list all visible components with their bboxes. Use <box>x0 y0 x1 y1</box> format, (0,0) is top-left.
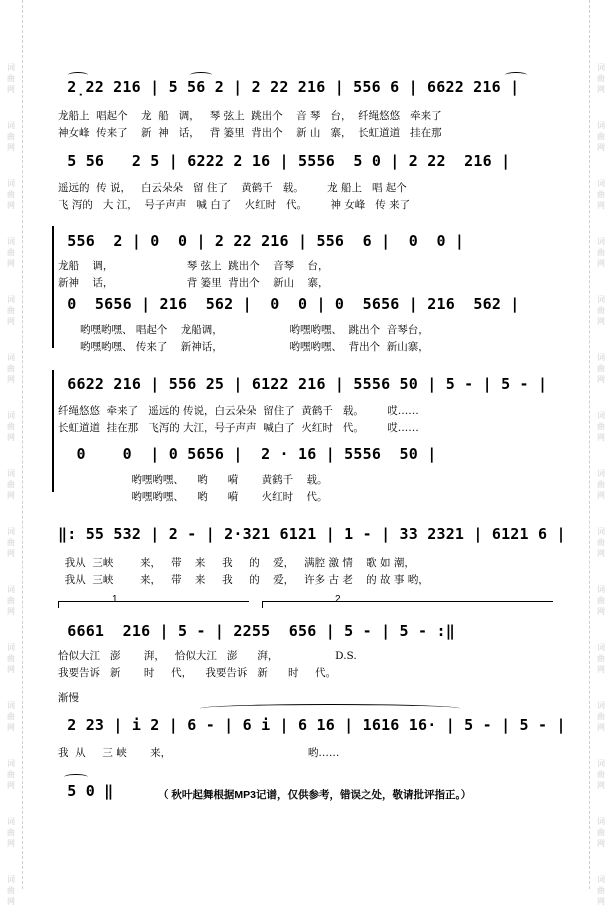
watermark-glyph-group: 词 曲 网 <box>7 759 15 790</box>
lyrics-system-6-verse-2: 哟嘿哟嘿、 哟 嗬 火红时 代。 <box>58 491 328 503</box>
lyrics-system-5-verse-2: 长虹道道 挂在那 飞泻的 大江，号子声声 喊白了 火红时 代。 哎…… <box>58 422 419 434</box>
lyrics-system-7-verse-1: 我从 三峡 来， 带 来 我 的 爱， 满腔 激 情 歌 如 潮， <box>58 557 415 569</box>
watermark-glyph-group: 词 曲 网 <box>7 237 15 268</box>
lyrics-system-3-verse-1: 龙船 调， 琴 弦上 跳出个 音琴 台， <box>58 260 329 272</box>
watermark-glyph-group: 词 曲 网 <box>597 353 605 384</box>
lyrics-system-4-verse-1: 哟嘿哟嘿、 唱起个 龙船调， 哟嘿哟嘿、 跳出个 音琴台， <box>80 324 429 336</box>
staff-system-5: 6622 216 | 556 25 | 6122 216 | 5556 50 | 5 - | 5 - | <box>58 375 548 393</box>
lyrics-system-4-verse-2: 哟嘿哟嘿、 传来了 新神话， 哟嘿哟嘿、 背出个 新山寨， <box>80 341 429 353</box>
lyrics-system-1-verse-2: 神女峰 传来了 新 神 话， 背 篓里 背出个 新 山 寨， 长虹道道 挂在那 <box>58 127 442 139</box>
volta-2-label: 2 <box>335 594 341 605</box>
watermark-glyph-group: 词 曲 网 <box>597 701 605 732</box>
watermark-glyph-group: 词 曲 网 <box>7 353 15 384</box>
watermark-glyph-group: 词 曲 网 <box>7 817 15 848</box>
staff-system-9: 2 23 | i 2 | 6 - | 6 i | 6 16 | 1616 16· | 5 - | 5 - | <box>58 716 566 734</box>
staff-system-7: ‖: 55 532 | 2 - | 2·321 6121 | 1 - | 33 2321 | 6121 6 | <box>58 525 566 543</box>
watermark-glyph-group: 词 曲 网 <box>7 875 15 906</box>
watermark-glyph-group: 词 曲 网 <box>597 817 605 848</box>
staff-system-4: 0 5656 | 216 562 | 0 0 | 0 5656 | 216 562 | <box>58 295 520 313</box>
staff-system-8: 6661 216 | 5 - | 2255 656 | 5 - | 5 - :‖ <box>58 622 455 640</box>
lyrics-system-8-verse-1: 恰似大江 澎 湃， 恰似大江 澎 湃， D.S. <box>58 650 357 662</box>
volta-bracket-1 <box>58 601 249 608</box>
lyrics-system-3-verse-2: 新神 话， 背 篓里 背出个 新山 寨， <box>58 277 329 289</box>
system-brace-5-6 <box>52 370 54 492</box>
lyrics-system-2-verse-1: 遥远的 传 说， 白云朵朵 留 住了 黄鹤千 载。 龙 船上 唱 起个 <box>58 182 407 194</box>
watermark-glyph-group: 词 曲 网 <box>597 121 605 152</box>
watermark-glyph-group: 词 曲 网 <box>7 527 15 558</box>
tie-arc-final <box>64 774 88 780</box>
volta-1-label: 1 <box>112 594 118 605</box>
lyrics-system-9: 我 从 三 峡 来， 哟…… <box>58 747 340 759</box>
volta-bracket-2 <box>262 601 553 608</box>
lyrics-system-7-verse-2: 我从 三峡 来， 带 来 我 的 爱， 许多 古 老 的 故 事 哟， <box>58 574 429 586</box>
right-margin-border <box>589 0 590 889</box>
watermark-glyph-group: 词 曲 网 <box>597 237 605 268</box>
watermark-glyph-group: 词 曲 网 <box>597 295 605 326</box>
tempo-marking-ritardando: 渐慢 <box>58 692 79 704</box>
lyrics-system-5-verse-1: 纤绳悠悠 牵来了 遥远的 传说，白云朵朵 留住了 黄鹤千 载。 哎…… <box>58 405 419 417</box>
watermark-glyph-group: 词 曲 网 <box>7 295 15 326</box>
staff-system-10: 5 0 ‖ <box>58 782 114 800</box>
transcription-note: （ 秋叶起舞根据MP3记谱，仅供参考，错误之处，敬请批评指正。） <box>158 789 472 801</box>
watermark-glyph-group: 词 曲 网 <box>597 875 605 906</box>
watermark-glyph-group: 词 曲 网 <box>7 63 15 94</box>
watermark-glyph-group: 词 曲 网 <box>597 527 605 558</box>
staff-system-2: 5 56 2 5 | 6222 2 16 | 5556 5 0 | 2 22 216 | <box>58 152 511 170</box>
left-margin-border <box>22 0 23 889</box>
watermark-glyph-group: 词 曲 网 <box>597 469 605 500</box>
lyrics-system-6-verse-1: 哟嘿哟嘿、 哟 嗬 黄鹤千 载。 <box>58 474 328 486</box>
watermark-glyph-group: 词 曲 网 <box>7 701 15 732</box>
watermark-glyph-group: 词 曲 网 <box>597 585 605 616</box>
tie-arc-long <box>200 704 460 713</box>
watermark-glyph-group: 词 曲 网 <box>597 179 605 210</box>
watermark-glyph-group: 词 曲 网 <box>7 585 15 616</box>
watermark-glyph-group: 词 曲 网 <box>7 469 15 500</box>
lyrics-system-8-verse-2: 我要告诉 新 时 代， 我要告诉 新 时 代。 <box>58 667 337 679</box>
staff-system-1: 2̣22 216 | 5 56 2 | 2 22 216 | 556 6 | 6622 216 | <box>58 78 520 96</box>
watermark-glyph-group: 词 曲 网 <box>597 411 605 442</box>
watermark-glyph-group: 词 曲 网 <box>7 121 15 152</box>
watermark-glyph-group: 词 曲 网 <box>7 411 15 442</box>
watermark-glyph-group: 词 曲 网 <box>597 759 605 790</box>
watermark-glyph-group: 词 曲 网 <box>597 643 605 674</box>
watermark-glyph-group: 词 曲 网 <box>7 179 15 210</box>
lyrics-system-1-verse-1: 龙船上 唱起个 龙 船 调， 琴 弦上 跳出个 音 琴 台， 纤绳悠悠 牵来了 <box>58 110 442 122</box>
staff-system-6: 0 0 | 0 5656 | 2 · 16 | 5556 50 | <box>58 445 437 463</box>
system-brace-3-4 <box>52 226 54 348</box>
watermark-glyph-group: 词 曲 网 <box>7 643 15 674</box>
lyrics-system-2-verse-2: 飞 泻的 大 江， 号子声声 喊 白了 火红时 代。 神 女峰 传 来了 <box>58 199 411 211</box>
staff-system-3: 556 2 | 0 0 | 2 22 216 | 556 6 | 0 0 | <box>58 232 465 250</box>
watermark-glyph-group: 词 曲 网 <box>597 63 605 94</box>
